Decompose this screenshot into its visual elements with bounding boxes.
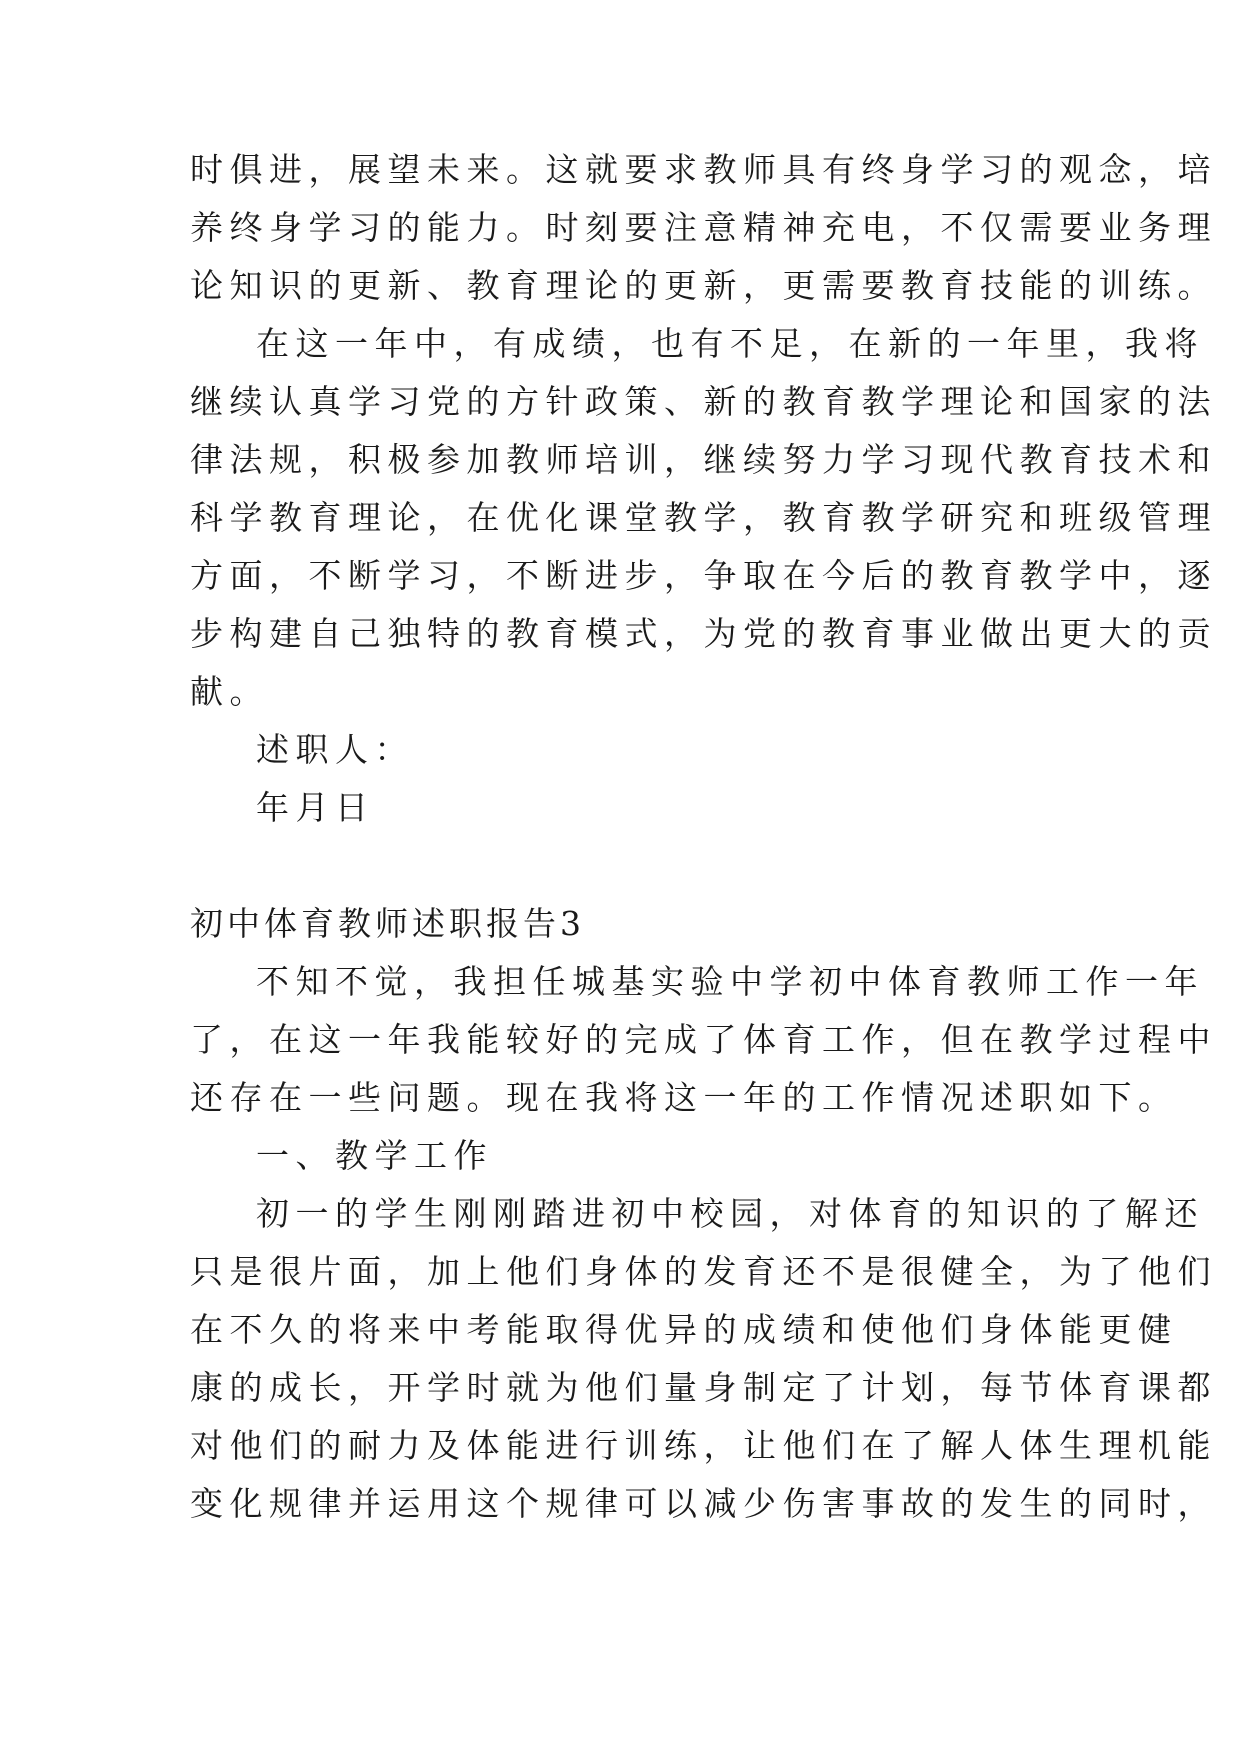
- text-line: 继续认真学习党的方针政策、新的教育教学理论和国家的法: [190, 382, 1217, 421]
- text-line: 在不久的将来中考能取得优异的成绩和使他们身体能更健: [190, 1310, 1178, 1349]
- text-line: 律法规，积极参加教师培训，继续努力学习现代教育技术和: [190, 440, 1217, 479]
- subsection-heading: 一、教学工作: [256, 1136, 493, 1175]
- text-line: 对他们的耐力及体能进行训练，让他们在了解人体生理机能: [190, 1426, 1217, 1465]
- text-line: 方面，不断学习，不断进步，争取在今后的教育教学中，逐: [190, 556, 1217, 595]
- text-line: 了，在这一年我能较好的完成了体育工作，但在教学过程中: [190, 1020, 1217, 1059]
- text-line: 养终身学习的能力。时刻要注意精神充电，不仅需要业务理: [190, 208, 1217, 247]
- text-line: 不知不觉，我担任城基实验中学初中体育教师工作一年: [256, 962, 1204, 1001]
- section-title: 初中体育教师述职报告3: [190, 904, 585, 943]
- text-line: 只是很片面，加上他们身体的发育还不是很健全，为了他们: [190, 1252, 1217, 1291]
- text-line: 步构建自己独特的教育模式，为党的教育事业做出更大的贡: [190, 614, 1217, 653]
- text-line: 还存在一些问题。现在我将这一年的工作情况述职如下。: [190, 1078, 1178, 1117]
- text-line: 在这一年中，有成绩，也有不足，在新的一年里，我将: [256, 324, 1204, 363]
- text-line: 时俱进，展望未来。这就要求教师具有终身学习的观念，培: [190, 150, 1217, 189]
- text-line: 变化规律并运用这个规律可以减少伤害事故的发生的同时，: [190, 1484, 1217, 1523]
- text-line: 康的成长，开学时就为他们量身制定了计划，每节体育课都: [190, 1368, 1217, 1407]
- text-line: 科学教育理论，在优化课堂教学，教育教学研究和班级管理: [190, 498, 1217, 537]
- text-line: 论知识的更新、教育理论的更新，更需要教育技能的训练。: [190, 266, 1217, 305]
- date-label: 年月日: [256, 788, 375, 827]
- signature-label: 述职人：: [256, 730, 414, 769]
- text-line: 初一的学生刚刚踏进初中校园，对体育的知识的了解还: [256, 1194, 1204, 1233]
- text-line: 献。: [190, 672, 269, 711]
